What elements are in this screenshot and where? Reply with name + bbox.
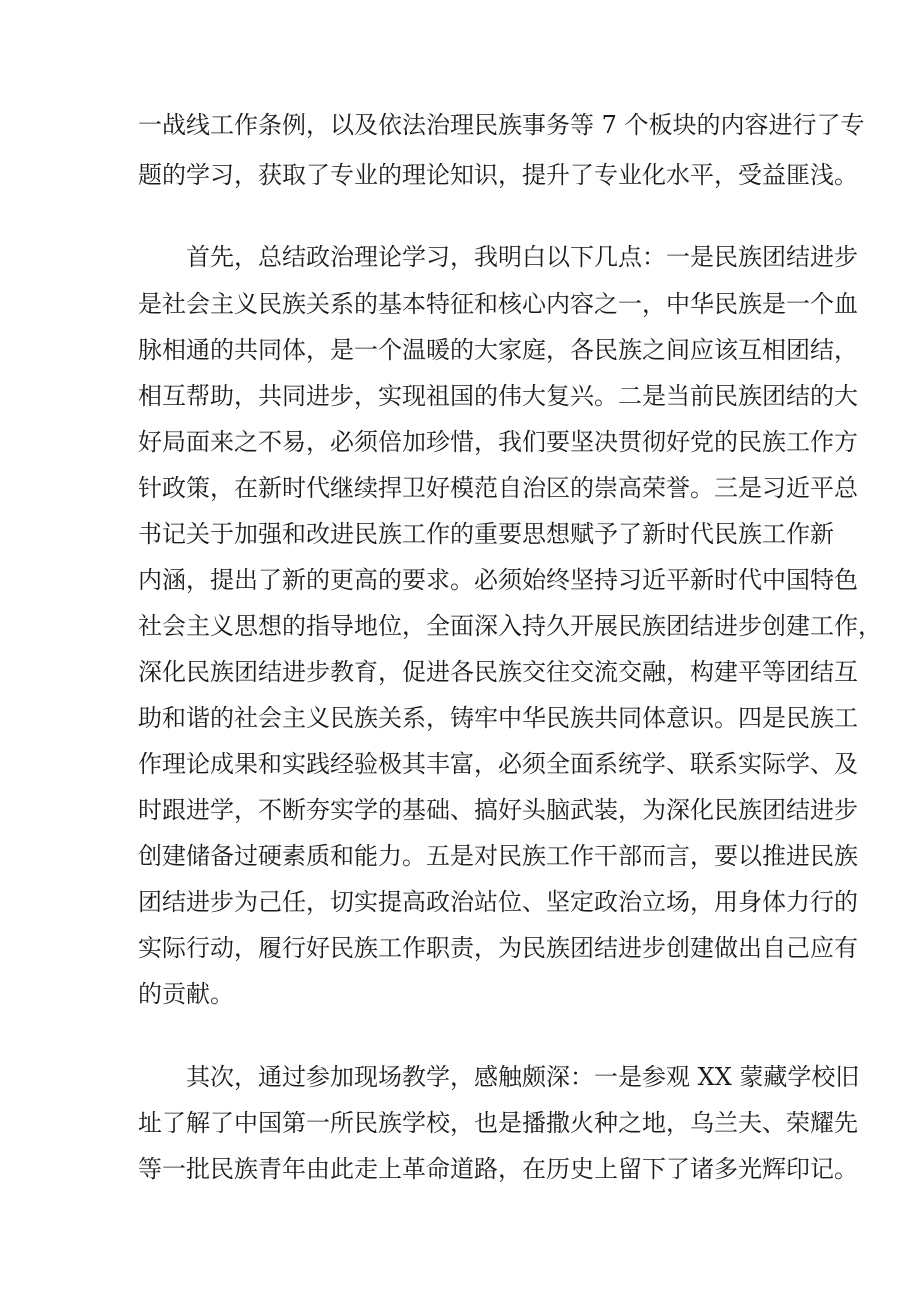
paragraph-line: 脉相通的共同体，是一个温暖的大家庭，各民族之间应该互相团结， [138, 336, 858, 364]
paragraph-line: 是社会主义民族关系的基本特征和核心内容之一，中华民族是一个血 [138, 290, 858, 318]
paragraph-line: 团结进步为己任，切实提高政治站位、坚定政治立场，用身体力行的 [138, 888, 858, 916]
paragraph-line: 首先，总结政治理论学习，我明白以下几点：一是民族团结进步 [186, 243, 858, 271]
paragraph-line: 好局面来之不易，必须倍加珍惜，我们要坚决贯彻好党的民族工作方 [138, 428, 858, 456]
paragraph-line: 题的学习，获取了专业的理论知识，提升了专业化水平，受益匪浅。 [138, 161, 858, 189]
paragraph-line: 深化民族团结进步教育，促进各民族交往交流交融，构建平等团结互 [138, 658, 858, 686]
paragraph-line: 创建储备过硬素质和能力。五是对民族工作干部而言，要以推进民族 [138, 842, 858, 870]
paragraph-line: 实际行动，履行好民族工作职责，为民族团结进步创建做出自己应有 [138, 934, 858, 962]
paragraph-line: 时跟进学，不断夯实学的基础、搞好头脑武装，为深化民族团结进步 [138, 796, 858, 824]
paragraph-line: 作理论成果和实践经验极其丰富，必须全面系统学、联系实际学、及 [138, 750, 858, 778]
paragraph-line: 等一批民族青年由此走上革命道路，在历史上留下了诸多光辉印记。 [138, 1155, 858, 1183]
paragraph-line: 其次，通过参加现场教学，感触颇深：一是参观 XX 蒙藏学校旧 [186, 1063, 860, 1091]
paragraph-line: 社会主义思想的指导地位，全面深入持久开展民族团结进步创建工作， [138, 612, 882, 640]
paragraph-line: 相互帮助，共同进步，实现祖国的伟大复兴。二是当前民族团结的大 [138, 382, 858, 410]
paragraph-line: 针政策，在新时代继续捍卫好模范自治区的崇高荣誉。三是习近平总 [138, 474, 858, 502]
paragraph-line: 一战线工作条例，以及依法治理民族事务等 7 个板块的内容进行了专 [138, 111, 865, 139]
paragraph-line: 书记关于加强和改进民族工作的重要思想赋予了新时代民族工作新 [138, 520, 834, 548]
paragraph-line: 的贡献。 [138, 980, 234, 1008]
paragraph-line: 内涵，提出了新的更高的要求。必须始终坚持习近平新时代中国特色 [138, 566, 858, 594]
paragraph-line: 址了解了中国第一所民族学校，也是播撒火种之地，乌兰夫、荣耀先 [138, 1109, 858, 1137]
paragraph-line: 助和谐的社会主义民族关系，铸牢中华民族共同体意识。四是民族工 [138, 704, 858, 732]
